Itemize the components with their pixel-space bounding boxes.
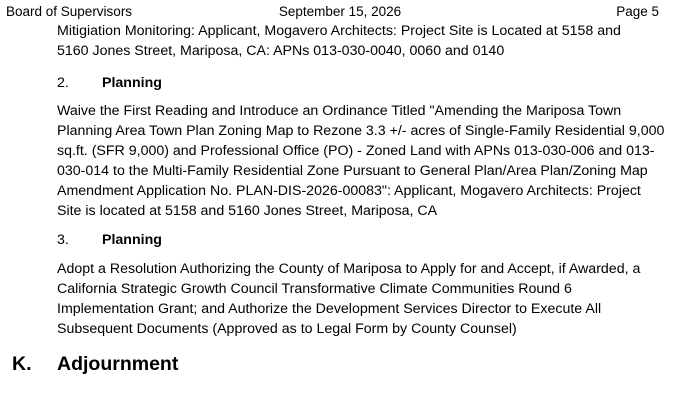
paragraph-line: Waive the First Reading and Introduce an Ordinance Titled "Amending the Mariposa Town <box>57 103 622 119</box>
header-board-name: Board of Supervisors <box>6 4 133 19</box>
section-title: Adjournment <box>57 353 179 375</box>
section-letter: K. <box>12 353 32 375</box>
paragraph-line: California Strategic Growth Council Transformative Climate Communities Round 6 <box>57 281 572 297</box>
paragraph-line: Subsequent Documents (Approved as to Legal Form by County Counsel) <box>57 321 517 337</box>
header-date: September 15, 2026 <box>278 4 402 19</box>
intro-paragraph <box>57 21 672 61</box>
paragraph-line: Implementation Grant; and Authorize the Development Services Director to Execute All <box>57 301 602 317</box>
paragraph-line: Planning Area Town Plan Zoning Map to Rezone 3.3 +/- acres of Single-Family Residential 9,000 <box>57 123 665 139</box>
header-page-number: Page 5 <box>616 4 659 19</box>
page-header <box>0 3 680 21</box>
paragraph-line: Site is located at 5158 and 5160 Jones Street, Mariposa, CA <box>57 203 438 219</box>
item-title: Planning <box>102 232 162 248</box>
paragraph-line: Mitigiation Monitoring: Applicant, Mogavero Architects: Project Site is Located at 5158 and <box>57 23 621 39</box>
paragraph-line: 5160 Jones Street, Mariposa, CA: APNs 013-030-0040, 0060 and 0140 <box>57 43 505 59</box>
item-2-description <box>57 101 672 221</box>
item-number: 2. <box>57 75 69 91</box>
item-number: 3. <box>57 232 69 248</box>
item-title: Planning <box>102 75 162 91</box>
paragraph-line: Adopt a Resolution Authorizing the County of Mariposa to Apply for and Accept, if Awarded, a <box>57 261 641 277</box>
paragraph-line: 030-014 to the Multi-Family Residential Zone Pursuant to General Plan/Area Plan/Zoning Map <box>57 163 648 179</box>
paragraph-line: Amendment Application No. PLAN-DIS-2026-00083": Applicant, Mogavero Architects: Project <box>57 183 641 199</box>
paragraph-line: sq.ft. (SFR 9,000) and Professional Office (PO) - Zoned Land with APNs 013-030-006 and 013- <box>57 143 655 159</box>
item-3-description <box>57 259 672 339</box>
